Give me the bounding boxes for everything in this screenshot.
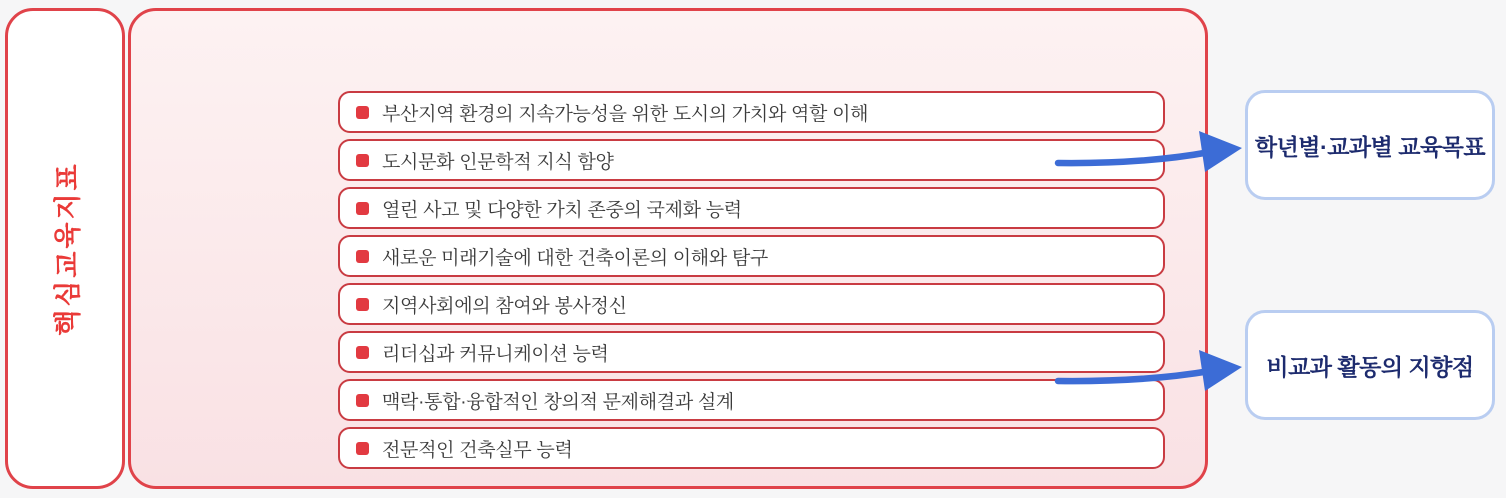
goal-item [338,91,1165,133]
goal-item [338,139,1165,181]
goal-item-label: 리더십과 커뮤니케이션 능력 [382,343,609,365]
core-education-index-label: 핵심교육지표 [52,161,83,336]
bullet-square-icon [356,202,369,215]
extracurricular-aim-label: 비교과 활동의 지향점 [1266,353,1474,380]
core-education-index-panel [5,8,125,489]
goal-item [338,235,1165,277]
goal-items-list [338,91,1165,469]
grade-subject-goals-box [1245,90,1495,200]
goal-item-label: 지역사회에의 참여와 봉사정신 [382,295,627,317]
goal-item-label: 새로운 미래기술에 대한 건축이론의 이해와 탐구 [382,247,768,269]
bullet-square-icon [356,346,369,359]
bullet-square-icon [356,154,369,167]
goal-item [338,283,1165,325]
education-goals-panel [128,8,1208,489]
goal-item [338,427,1165,469]
goal-item-label: 맥락·통합·융합적인 창의적 문제해결과 설계 [382,391,734,413]
goal-item [338,187,1165,229]
goal-item-label: 전문적인 건축실무 능력 [382,439,573,461]
goal-item [338,331,1165,373]
goal-item [338,379,1165,421]
bullet-square-icon [356,298,369,311]
goal-item-label: 부산지역 환경의 지속가능성을 위한 도시의 가치와 역할 이해 [382,103,869,125]
bullet-square-icon [356,442,369,455]
bullet-square-icon [356,394,369,407]
bullet-square-icon [356,106,369,119]
bullet-square-icon [356,250,369,263]
goal-item-label: 도시문화 인문학적 지식 함양 [382,151,614,173]
grade-subject-goals-label: 학년별·교과별 교육목표 [1254,133,1486,160]
extracurricular-aim-box [1245,310,1495,420]
goal-item-label: 열린 사고 및 다양한 가치 존중의 국제화 능력 [382,199,742,221]
